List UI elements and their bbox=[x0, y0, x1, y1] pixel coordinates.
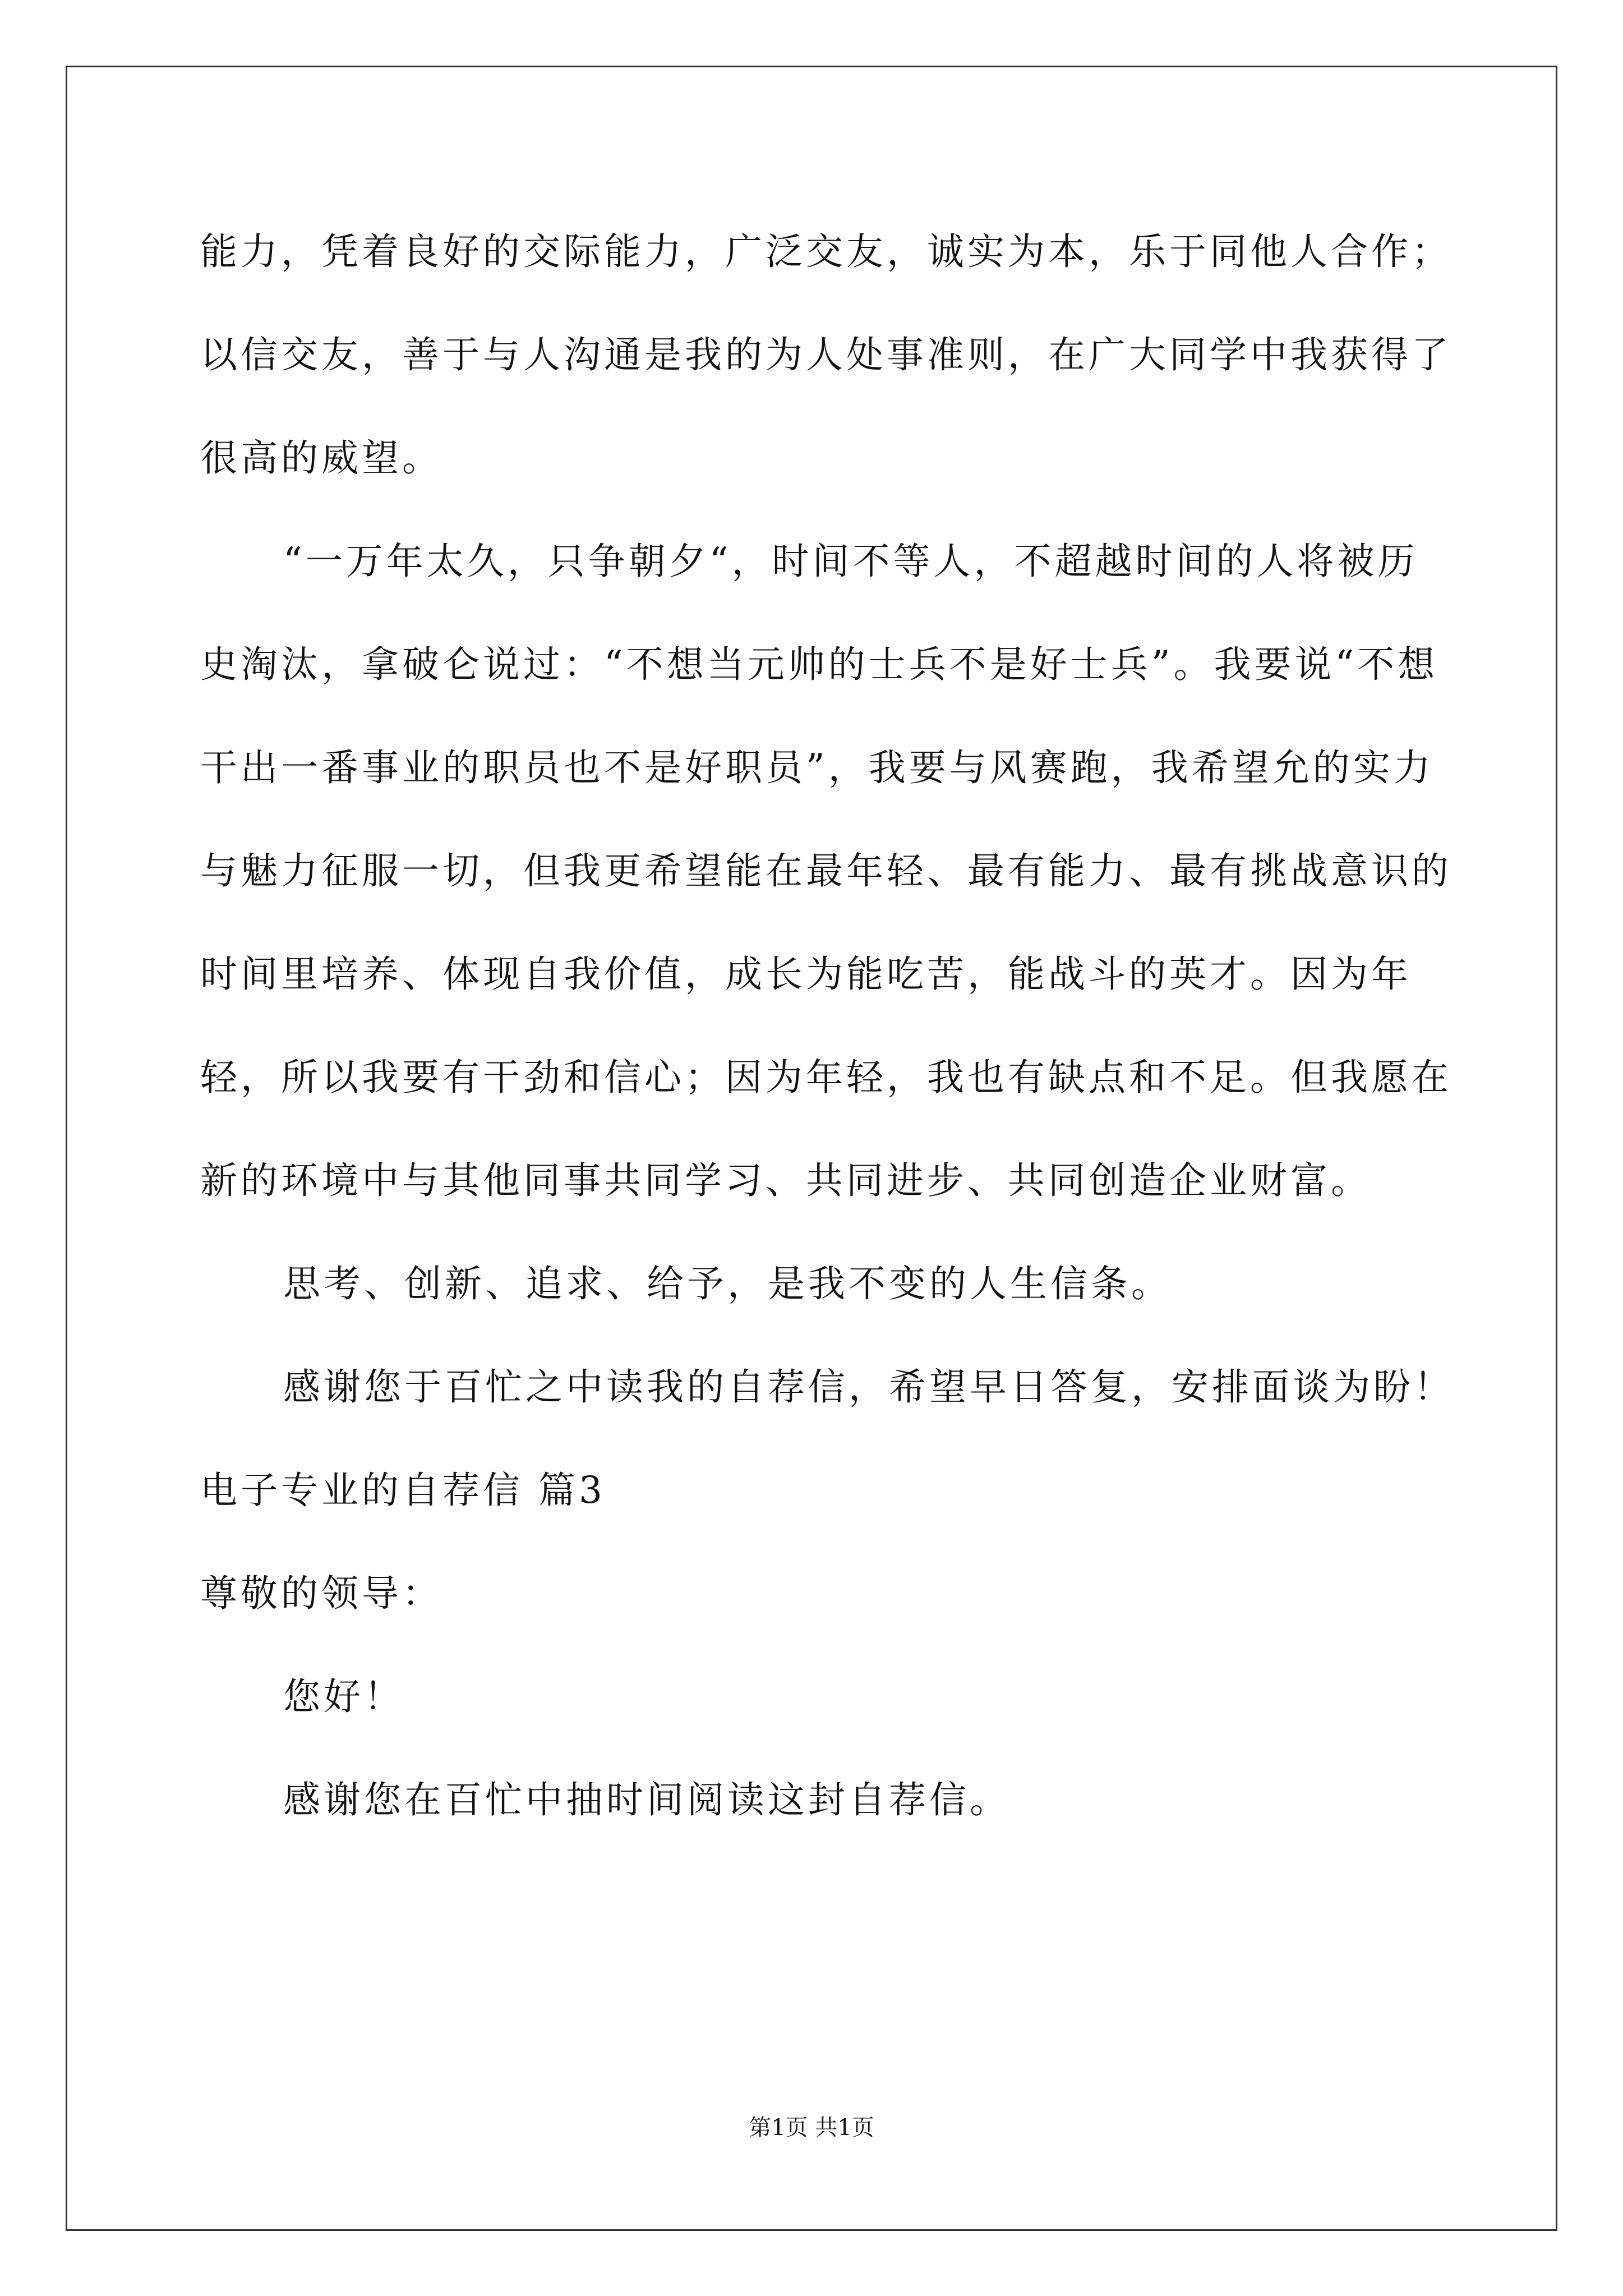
section-heading: 电子专业的自荐信 篇3 bbox=[200, 1469, 606, 1512]
paragraph-opening-thanks: 感谢您在百忙中抽时间阅读这封自荐信。 bbox=[283, 1778, 1010, 1821]
greeting: 您好！ bbox=[283, 1675, 404, 1718]
paragraph-motto: “一万年太久，只争朝夕“，时间不等人，不超越时间的人将被历史淘汰，拿破仑说过：“不想当元帅的士兵不是好士兵”。我要说“不想干出一番事业的职员也不是好职员”，我要与风赛跑，我希望允的实力与魅力征服一切，但我更希望能在最年轻、最有能力、最有挑战意识的时间里培养、体现自我价值，成长为能吃苦，能战斗的英才。因为年轻，所以我要有干劲和信心；因为年轻，我也有缺点和不足。但我愿在新的环境中与其他同事共同学习、共同进步、共同创造企业财富。 bbox=[200, 540, 1452, 1202]
salutation: 尊敬的领导： bbox=[200, 1572, 442, 1615]
page-number-footer: 第1页 共1页 bbox=[749, 2115, 874, 2141]
paragraph-continuation: 能力，凭着良好的交际能力，广泛交友，诚实为本，乐于同他人合作；以信交友，善于与人沟通是我的为人处事准则，在广大同学中我获得了很高的威望。 bbox=[200, 230, 1452, 480]
paragraph-creed: 思考、创新、追求、给予，是我不变的人生信条。 bbox=[283, 1262, 1172, 1305]
document-body bbox=[200, 200, 1456, 1852]
paragraph-thanks: 感谢您于百忙之中读我的自荐信，希望早日答复，安排面谈为盼！ bbox=[283, 1365, 1454, 1409]
